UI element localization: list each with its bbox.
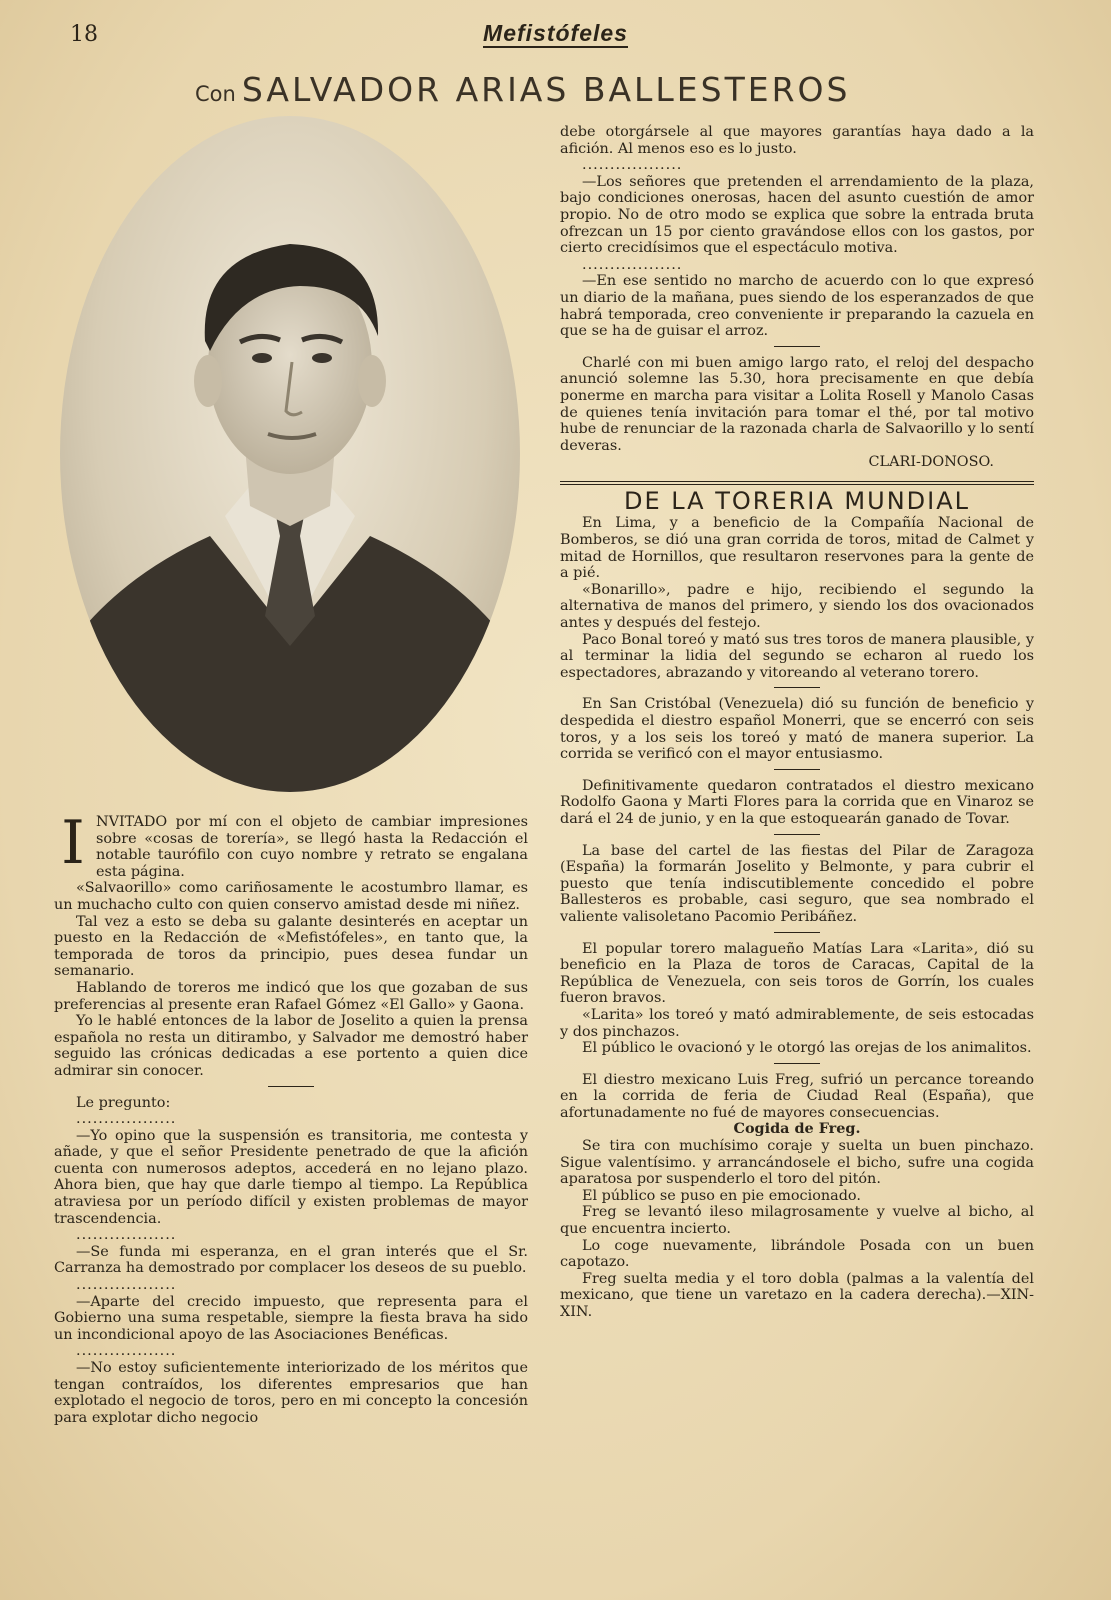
news-item: El popular torero malagueño Matías Lara «Larita», dió su beneficio en la Plaza de toros de Caracas, Capital de la República de Venezuela, con seis toros de Gorrín, los cuales fueron bravos.	[560, 940, 1034, 1007]
paragraph	[54, 808, 528, 880]
author-signature: CLARI-DONOSO.	[868, 454, 994, 471]
separator	[774, 687, 820, 688]
separator	[774, 932, 820, 933]
news-item: «Larita» los toreó y mató admirablemente, de seis estocadas y dos pinchazos.	[560, 1006, 1034, 1040]
news-item: Lo coge nuevamente, librándole Posada con un buen capotazo.	[560, 1237, 1034, 1271]
news-item: Definitivamente quedaron contratados el diestro mexicano Rodolfo Gaona y Marti Flores para la corrida que en Vinaroz se dará el 24 de junio, y en la que estoquearán ganado de Tovar.	[560, 777, 1034, 827]
paragraph: —En ese sentido no marcho de acuerdo con lo que expresó un diario de la mañana, pues siendo de los esperanzados de que habrá temporada, creo conveniente ir preparando la cazuela en que se ha de guisar el arroz.	[560, 273, 1034, 340]
separator	[774, 1063, 820, 1064]
paragraph: Charlé con mi buen amigo largo rato, el reloj del despacho anunció solemne las 5.30, hora precisamente en que debía ponerme en marcha para visitar a Lolita Rosell y Manolo Casas de quienes tenía invitación para tomar el thé, por tal motivo hube de renunciar de la razonada charla de Salvaorillo y lo sentí deveras.	[560, 354, 1034, 454]
news-item: El público se puso en pie emocionado.	[582, 1187, 861, 1204]
paragraph: —Yo opino que la suspensión es transitoria, me contesta y añade, y que el señor Presidente penetrado de que la afición cuenta con numerosos adeptos, accederá en no lejano plazo. Ahora bien, que hay que darle tiempo al tiempo. La República atraviesa por un período difícil y existen problemas de mayor trascendencia.	[54, 1127, 528, 1227]
section-title: DE LA TORERIA MUNDIAL	[623, 486, 970, 515]
masthead-title: Mefistófeles	[483, 20, 628, 46]
dotted-separator: ..................	[582, 256, 683, 273]
headline-text: SALVADOR ARIAS BALLESTEROS	[241, 70, 851, 109]
article-headline	[195, 70, 850, 109]
paragraph: Tal vez a esto se deba su galante desinterés en aceptar un puesto en la Redacción de «Mefistófeles», en tanto que, la temporada de toros da principio, pues desea fundar un semanario.	[54, 913, 528, 980]
separator	[774, 834, 820, 835]
paragraph: —No estoy suficientemente interiorizado de los méritos que tengan contraídos, los diferentes empresarios que han explotado el negocio de toros, pero en mi concepto la concesión para explotar dicho negocio	[54, 1360, 528, 1426]
paragraph: Le pregunto:	[76, 1094, 171, 1111]
separator	[774, 769, 820, 770]
paragraph-text: NVITADO por mí con el objeto de cambiar impresiones sobre «cosas de torería», se llegó hasta la Redacción el notable taurófilo con cuyo nombre y retrato se engalana esta página.	[96, 814, 528, 880]
news-item: El diestro mexicano Luis Freg, sufrió un percance toreando en la corrida de feria de Ciudad Real (España), que afortunadamente no fué de mayores consecuencias.	[560, 1071, 1034, 1121]
dotted-separator: ..................	[76, 1343, 177, 1360]
news-item: La base del cartel de las fiestas del Pilar de Zaragoza (España) la formarán Joselito y Belmonte, y para cubrir el puesto que tenía indiscutiblemente concedido el pobre Ballesteros es probable, casi seguro, que sea nombrado el valiente valisoletano Pacomio Peribáñez.	[560, 842, 1034, 925]
dotted-separator: ..................	[76, 1111, 177, 1128]
interview-column-left	[54, 808, 528, 1426]
separator	[774, 346, 820, 347]
paragraph: Yo le hablé entonces de la labor de Joselito a quien la prensa española no resta un ditirambo, y Salvador me demostró haber seguido las crónicas dedicadas a ese portento a quien dice admirar sin conocer.	[54, 1013, 528, 1079]
paragraph: —Aparte del crecido impuesto, que representa para el Gobierno una suma respetable, siempre la fiesta brava ha sido un incondicional apoyo de las Asociaciones Benéficas.	[54, 1293, 528, 1343]
paragraph: —Los señores que pretenden el arrendamiento de la plaza, bajo condiciones onerosas, hacen del asunto cuestión de amor propio. No de otro modo se explica que sobre la entrada bruta ofrezcan un 15 por ciento gravándose ellos con los gastos, por cierto crecidísimos que el espectáculo motiva.	[560, 173, 1034, 257]
news-item: Freg se levantó ileso milagrosamente y vuelve al bicho, al que encuentra incierto.	[560, 1204, 1034, 1238]
news-item: En San Cristóbal (Venezuela) dió su función de beneficio y despedida el diestro español Monerri, que se encerró con seis toros, y a los seis los toreó y mató de manera superior. La corrida se verificó con el mayor entusiasmo.	[560, 696, 1034, 763]
news-item: El público le ovacionó y le otorgó las orejas de los animalitos.	[582, 1040, 1032, 1057]
news-subheading: Cogida de Freg.	[733, 1120, 861, 1138]
headline-prefix: Con	[195, 82, 236, 106]
right-column	[560, 124, 1034, 1321]
news-item: Freg suelta media y el toro dobla (palmas a la valentía del mexicano, que tiene un varetazo en la cadera derecha).—XIN-XIN.	[560, 1270, 1034, 1320]
news-item: Paco Bonal toreó y mató sus tres toros de manera plausible, y al terminar la lidia del segundo se echaron al ruedo los espectadores, abrazando y vitoreando al veterano torero.	[560, 631, 1034, 681]
page-number: 18	[70, 22, 98, 47]
portrait-photo	[60, 116, 520, 792]
separator	[268, 1086, 314, 1087]
news-item: En Lima, y a beneficio de la Compañía Nacional de Bomberos, se dió una gran corrida de toros, mitad de Calmet y mitad de Hornillos, que resultaron reservones para la gente de a pié.	[560, 515, 1034, 582]
paragraph: «Salvaorillo» como cariñosamente le acostumbro llamar, es un muchacho culto con quien conservo amistad desde mi niñez.	[54, 880, 528, 913]
dotted-separator: ..................	[582, 157, 683, 174]
news-item: «Bonarillo», padre e hijo, recibiendo el segundo la alternativa de manos del primero, y siendo los dos ovacionados antes y después del festejo.	[560, 581, 1034, 632]
news-item: Se tira con muchísimo coraje y suelta un buen pinchazo. Sigue valentísimo. y arrancándosele el bicho, sufre una cogida aparatosa por suspenderlo el toro del pitón.	[560, 1138, 1034, 1188]
masthead	[0, 20, 1111, 47]
section-rule	[560, 481, 1034, 485]
dotted-separator: ..................	[76, 1277, 177, 1294]
paragraph: —Se funda mi esperanza, en el gran interés que el Sr. Carranza ha demostrado por complacer los deseos de su pueblo.	[54, 1243, 528, 1277]
drop-cap: I	[61, 808, 85, 878]
paragraph: debe otorgársele al que mayores garantías haya dado a la afición. Al menos eso es lo justo.	[560, 124, 1034, 157]
portrait-illustration	[60, 116, 520, 792]
paragraph: Hablando de toreros me indicó que los que gozaban de sus preferencias al presente eran Rafael Gómez «El Gallo» y Gaona.	[54, 979, 528, 1013]
dotted-separator: ..................	[76, 1227, 177, 1244]
